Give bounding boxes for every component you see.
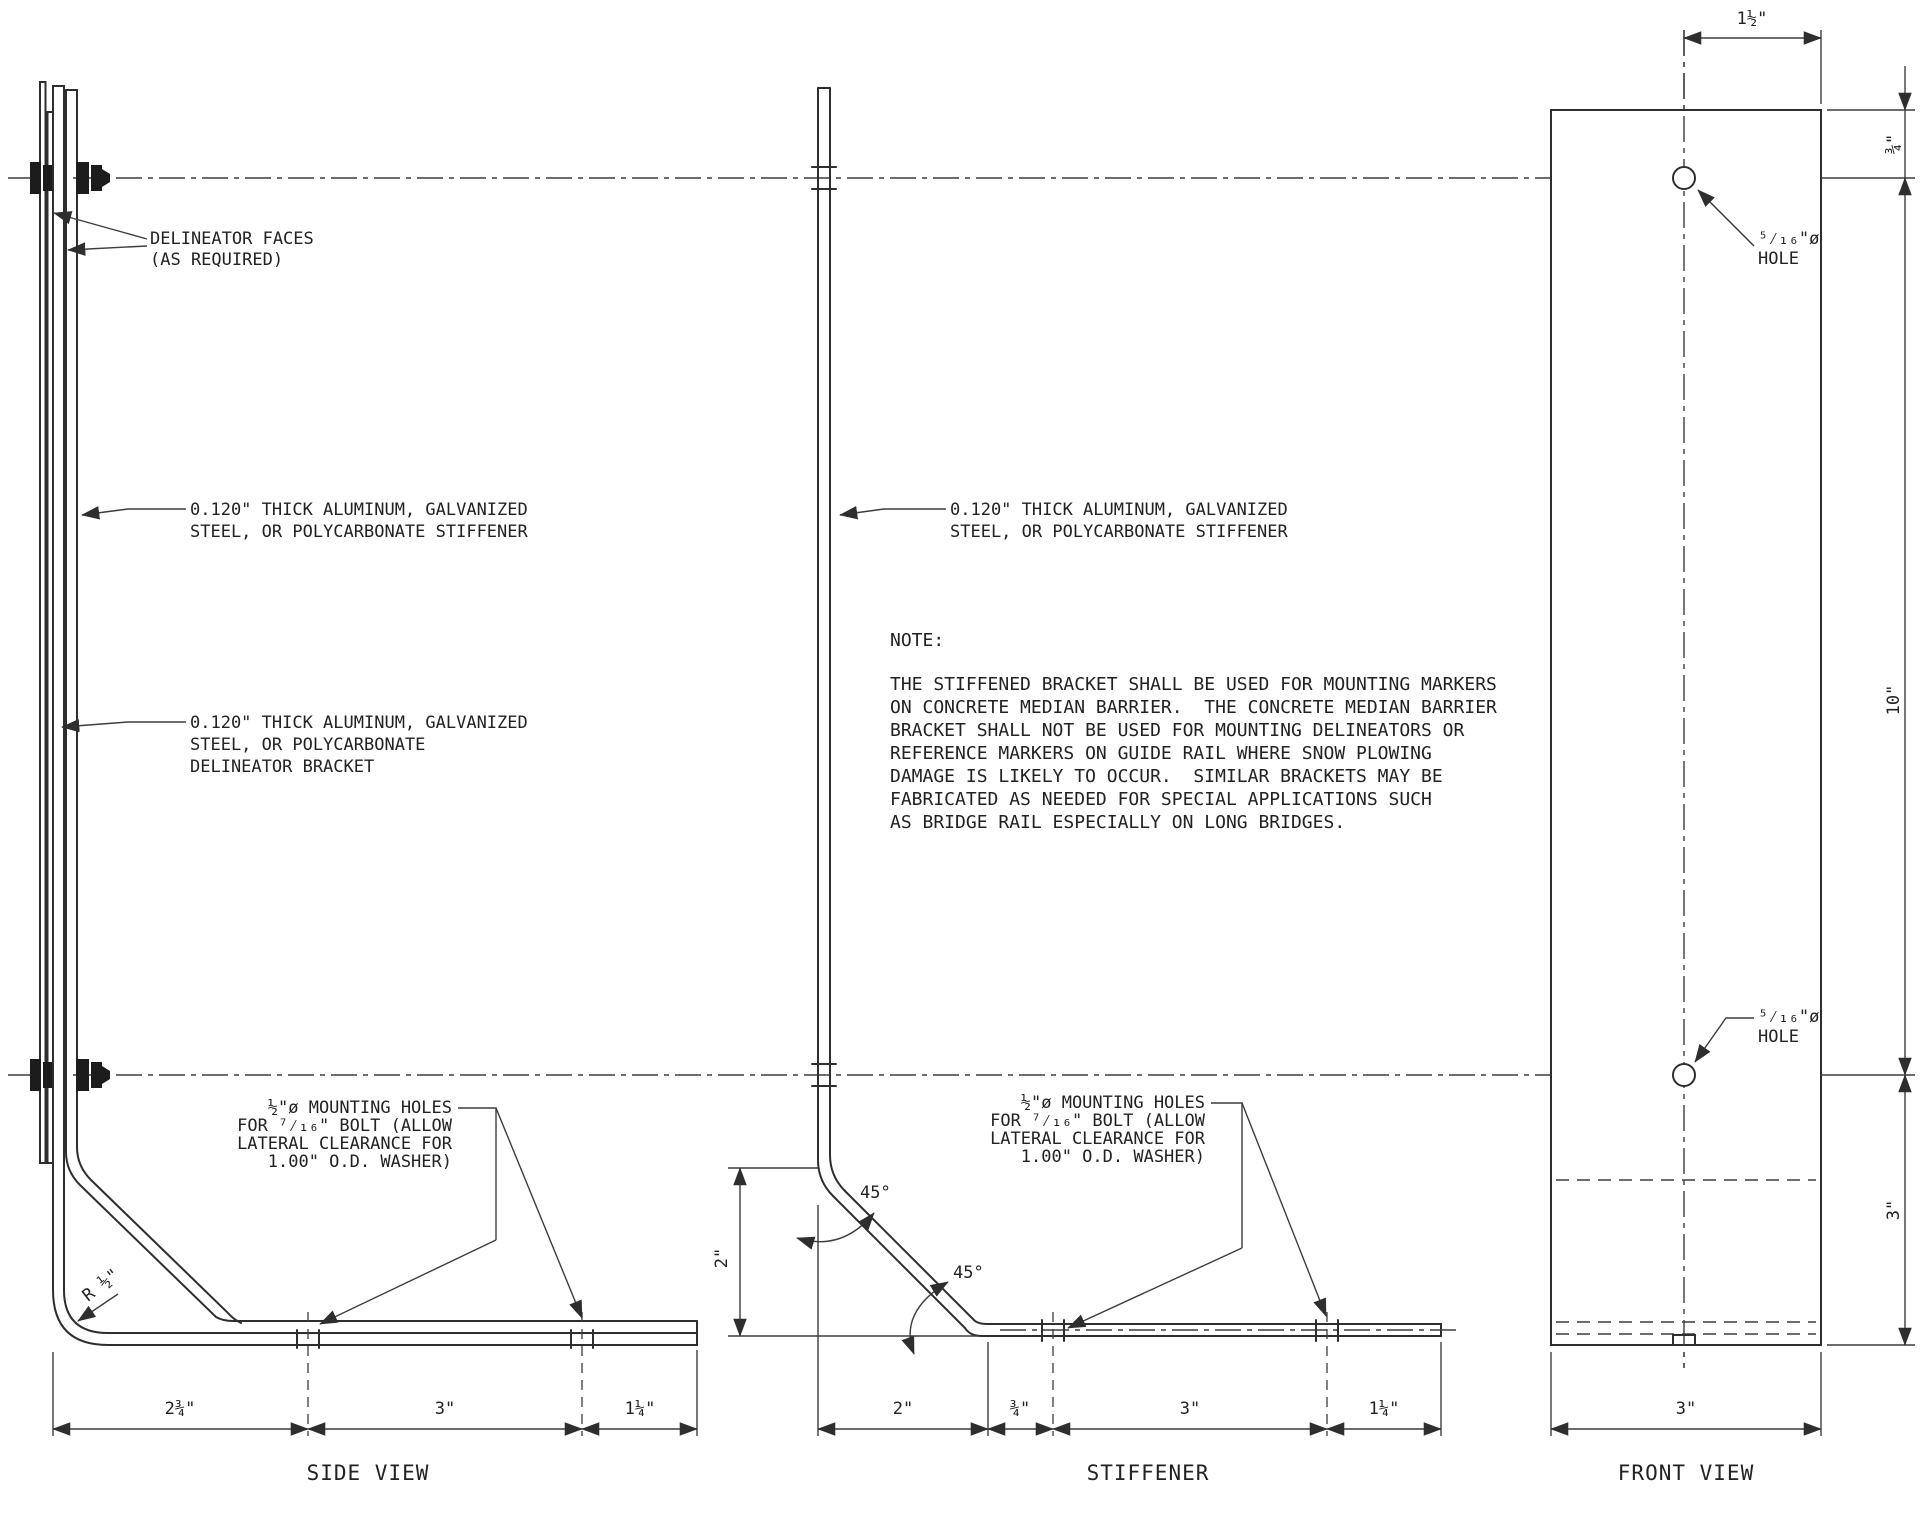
radius-callout	[78, 1265, 123, 1321]
side-holes-label-line2: FOR ⁷⁄₁₆" BOLT (ALLOW	[237, 1116, 452, 1136]
note-line-3: BRACKET SHALL NOT BE USED FOR MOUNTING DELINEATORS OR	[890, 720, 1465, 741]
side-bracket-label-line2: STEEL, OR POLYCARBONATE	[190, 735, 426, 755]
stiffener-holes-label-line3: LATERAL CLEARANCE FOR	[990, 1129, 1205, 1149]
side-stiffener-label-line2: STEEL, OR POLYCARBONATE STIFFENER	[190, 522, 528, 542]
stiffener-holes-label-line4: 1.00" O.D. WASHER)	[1020, 1147, 1205, 1167]
side-holes-label-line3: LATERAL CLEARANCE FOR	[237, 1134, 452, 1154]
angle-label-2: 45°	[953, 1263, 984, 1283]
bend-angle-annotations	[797, 1183, 984, 1354]
side-dimensions	[53, 1350, 697, 1436]
front-hole-bottom-label-line1: ⁵⁄₁₆"ø	[1758, 1007, 1820, 1027]
side-holes-label-line1: ½"ø MOUNTING HOLES	[267, 1098, 452, 1118]
note-block	[890, 630, 1497, 833]
side-view-title: SIDE VIEW	[306, 1461, 430, 1485]
front-width-dim-label: 3"	[1675, 1399, 1697, 1419]
front-top-dimension	[1684, 9, 1821, 104]
stiffener-holes-label-line2: FOR ⁷⁄₁₆" BOLT (ALLOW	[990, 1111, 1205, 1131]
note-line-5: DAMAGE IS LIKELY TO OCCUR. SIMILAR BRACKETS MAY BE	[890, 766, 1443, 787]
note-line-1: THE STIFFENED BRACKET SHALL BE USED FOR MOUNTING MARKERS	[890, 674, 1497, 695]
radius-label: R ½"	[78, 1264, 124, 1306]
stiffener-mounting-holes-callout	[990, 1093, 1326, 1328]
front-right-dimensions	[1827, 66, 1915, 1345]
stiffener-height-dimension	[712, 1168, 978, 1336]
side-bracket-label-line1: 0.120" THICK ALUMINUM, GALVANIZED	[190, 713, 528, 733]
front-lower-dim-label: 3"	[1884, 1199, 1904, 1221]
front-width-dimension	[1551, 1352, 1821, 1436]
side-bracket-label-line3: DELINEATOR BRACKET	[190, 757, 375, 777]
front-hole-bottom	[1673, 1064, 1695, 1086]
stiffener-material-line1: 0.120" THICK ALUMINUM, GALVANIZED	[950, 500, 1288, 520]
stiffener-dimensions	[818, 1205, 1441, 1436]
stiffener-view-title: STIFFENER	[1086, 1461, 1210, 1485]
front-height-dim-label: 10"	[1884, 684, 1904, 716]
side-view	[30, 82, 697, 1485]
note-line-7: AS BRIDGE RAIL ESPECIALLY ON LONG BRIDGES.	[890, 812, 1346, 833]
front-offset-dim-label: ¾"	[1884, 133, 1904, 155]
stiffener-dim-3: 3"	[1179, 1399, 1201, 1419]
side-stiffener-label-line1: 0.120" THICK ALUMINUM, GALVANIZED	[190, 500, 528, 520]
note-line-2: ON CONCRETE MEDIAN BARRIER. THE CONCRETE MEDIAN BARRIER	[890, 697, 1497, 718]
front-hole-top	[1673, 167, 1695, 189]
stiffener-height-dim-label: 2"	[712, 1247, 732, 1269]
side-dim-1: 2¾"	[164, 1399, 196, 1419]
side-stiffener-callout	[82, 500, 529, 542]
angle-label-1: 45°	[860, 1183, 891, 1203]
stiffener-dim-4: 1¼"	[1368, 1399, 1400, 1419]
note-line-4: REFERENCE MARKERS ON GUIDE RAIL WHERE SNOW PLOWING	[890, 743, 1432, 764]
side-dim-2: 3"	[434, 1399, 456, 1419]
front-hole-bottom-label-line2: HOLE	[1758, 1027, 1799, 1047]
front-view-title: FRONT VIEW	[1617, 1461, 1755, 1485]
front-top-dim-label: 1½"	[1736, 9, 1768, 29]
front-view	[1551, 9, 1915, 1485]
delineator-face-plate-1	[40, 82, 46, 1163]
side-mounting-holes-callout	[237, 1098, 582, 1324]
front-hole-top-label-line1: ⁵⁄₁₆"ø	[1758, 229, 1820, 249]
delineator-faces-callout	[54, 213, 314, 270]
side-bracket-callout	[62, 713, 528, 777]
stiffener-dim-2: ¾"	[1009, 1399, 1031, 1419]
front-plate-outline	[1551, 110, 1821, 1345]
stiffener-material-callout	[840, 500, 1289, 542]
side-dim-3: 1¼"	[624, 1399, 656, 1419]
faces-label-line1: DELINEATOR FACES	[150, 229, 314, 249]
front-hole-top-label-line2: HOLE	[1758, 249, 1799, 269]
note-heading: NOTE:	[890, 630, 945, 651]
stiffener-holes-label-line1: ½"ø MOUNTING HOLES	[1020, 1093, 1205, 1113]
side-holes-label-line4: 1.00" O.D. WASHER)	[267, 1152, 452, 1172]
stiffener-material-line2: STEEL, OR POLYCARBONATE STIFFENER	[950, 522, 1288, 542]
stiffener-dim-1: 2"	[892, 1399, 914, 1419]
faces-label-line2: (AS REQUIRED)	[150, 250, 284, 270]
note-line-6: FABRICATED AS NEEDED FOR SPECIAL APPLICATIONS SUCH	[890, 789, 1432, 810]
